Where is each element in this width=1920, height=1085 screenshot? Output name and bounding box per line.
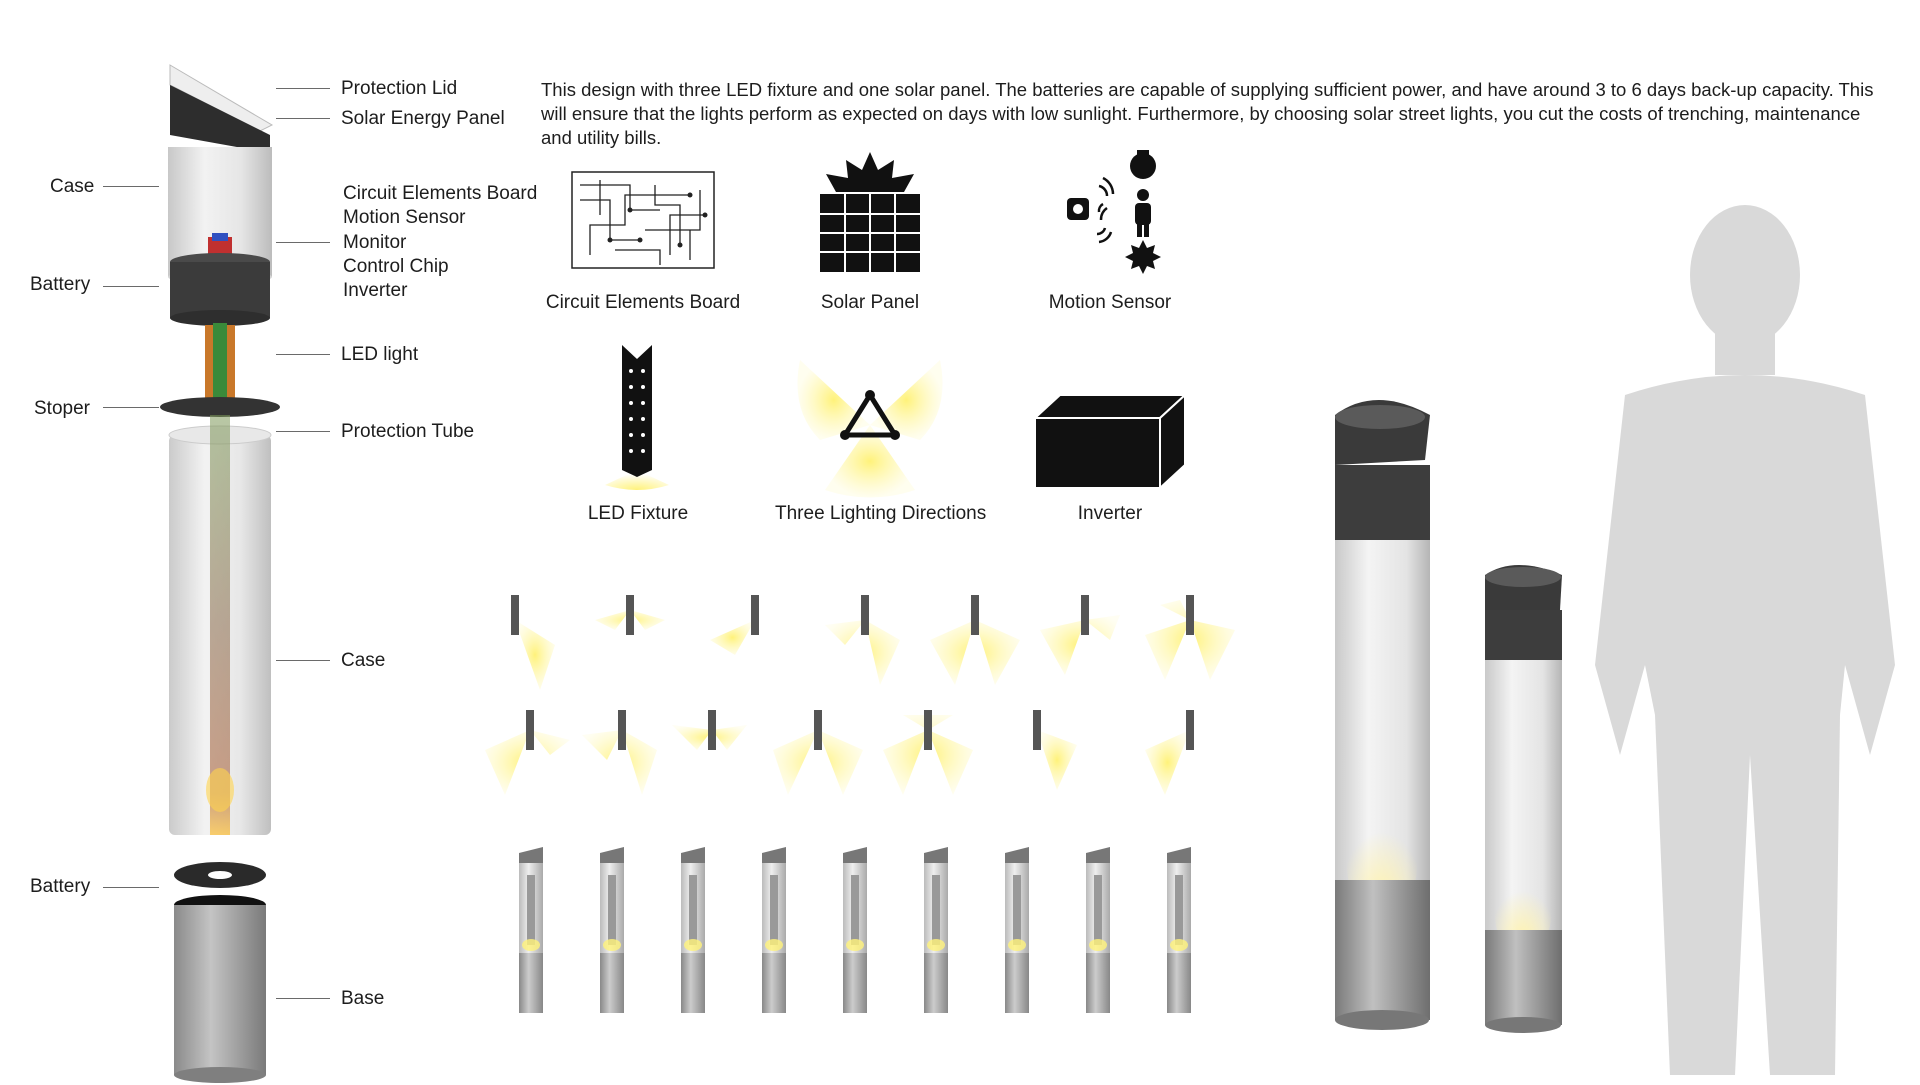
motion-sensor-icon bbox=[1065, 150, 1165, 275]
label-protection-tube: Protection Tube bbox=[341, 421, 475, 442]
label-battery-top: Battery bbox=[30, 274, 91, 295]
circuit-board-icon bbox=[570, 170, 716, 270]
three-directions-icon bbox=[790, 340, 950, 500]
label-protection-lid: Protection Lid bbox=[341, 78, 458, 99]
label-inverter: Inverter bbox=[343, 280, 408, 301]
label-case-right: Case bbox=[341, 650, 386, 671]
leader-line bbox=[276, 118, 330, 119]
caption-inverter: Inverter bbox=[1077, 503, 1143, 524]
large-lamps-render bbox=[1330, 395, 1600, 1045]
human-scale-silhouette-icon bbox=[1585, 195, 1905, 1075]
caption-solar-panel: Solar Panel bbox=[820, 292, 920, 313]
lamp-variants-row bbox=[515, 845, 1215, 1020]
leader-line bbox=[103, 407, 159, 408]
design-description: This design with three LED fixture and one solar panel. The batteries are capable of supplying sufficient power, and have around 3 to 6 days back-up capacity. This will ensure that the lights perform as expected on days with low sunlight. Furthermore, by choosing solar street lights, you cut the costs of trenching, maintenance and utility bills. bbox=[541, 79, 1874, 148]
caption-led-fixture: LED Fixture bbox=[587, 503, 689, 524]
led-fixture-icon bbox=[600, 345, 674, 495]
label-control-chip: Control Chip bbox=[343, 256, 449, 277]
label-stoper: Stoper bbox=[34, 398, 90, 419]
label-case-left: Case bbox=[50, 176, 95, 197]
leader-line bbox=[103, 887, 159, 888]
leader-line bbox=[276, 88, 330, 89]
label-led-light: LED light bbox=[341, 344, 419, 365]
leader-line bbox=[276, 660, 330, 661]
label-monitor: Monitor bbox=[343, 232, 407, 253]
leader-line bbox=[276, 354, 330, 355]
leader-line bbox=[276, 431, 330, 432]
label-solar-energy-panel: Solar Energy Panel bbox=[341, 108, 505, 129]
label-battery-bottom: Battery bbox=[30, 876, 91, 897]
inverter-icon bbox=[1035, 393, 1185, 493]
label-base: Base bbox=[341, 988, 385, 1009]
solar-panel-icon bbox=[818, 152, 922, 274]
caption-three-directions: Three Lighting Directions bbox=[775, 503, 987, 524]
lighting-patterns-grid bbox=[480, 585, 1240, 795]
exploded-view-illustration bbox=[150, 55, 290, 1085]
caption-circuit-board: Circuit Elements Board bbox=[545, 292, 741, 313]
label-circuit-elements-board: Circuit Elements Board bbox=[343, 183, 538, 204]
leader-line bbox=[276, 242, 330, 243]
leader-line bbox=[103, 286, 159, 287]
leader-line bbox=[103, 186, 159, 187]
label-motion-sensor: Motion Sensor bbox=[343, 207, 466, 228]
leader-line bbox=[276, 998, 330, 999]
caption-motion-sensor: Motion Sensor bbox=[1048, 292, 1172, 313]
